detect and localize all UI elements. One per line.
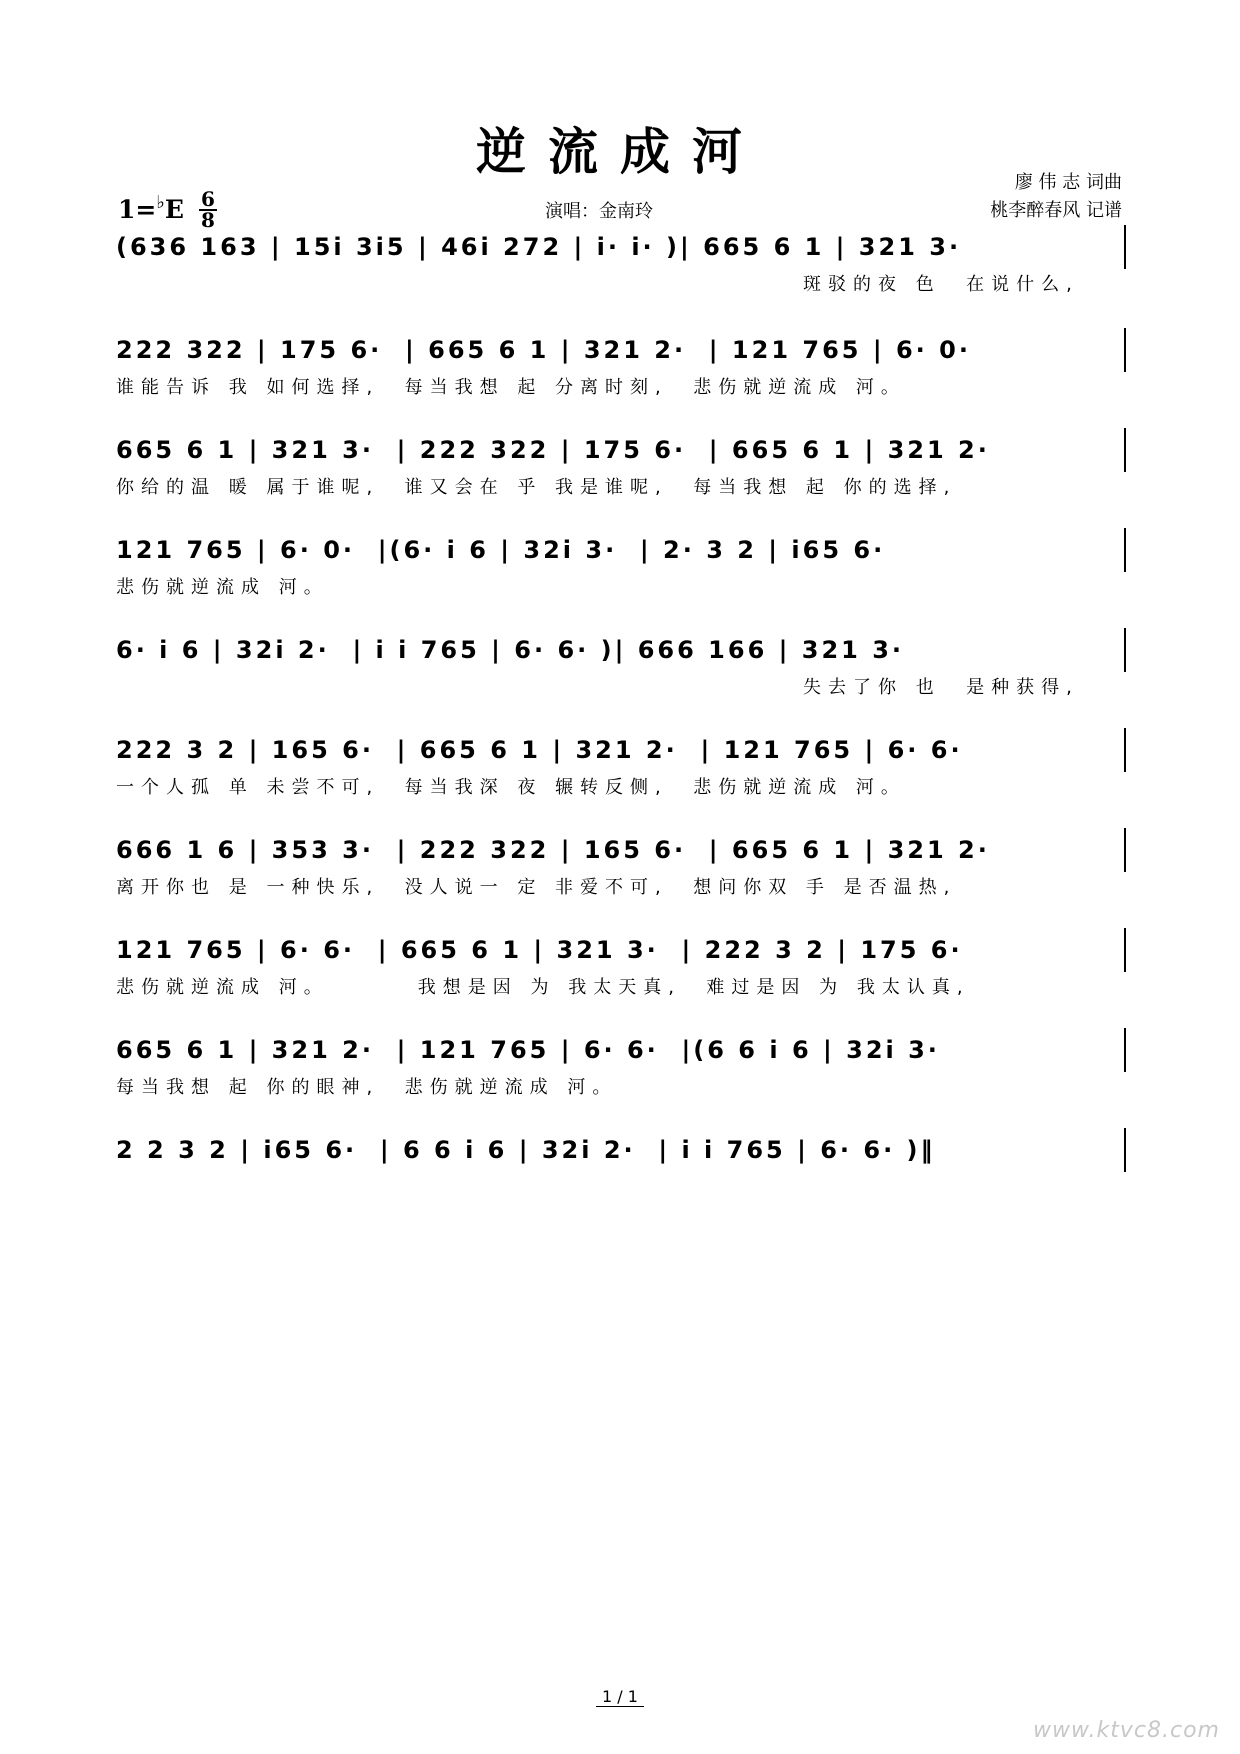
time-signature-denominator: 8 — [201, 208, 215, 232]
notation-line: (636 163 | 15i 3i5 | 46i 272 | i· i· )| 665 6 1 | 321 3· — [116, 225, 1126, 269]
notation-line: 222 322 | 175 6· | 665 6 1 | 321 2· | 121 765 | 6· 0· — [116, 328, 1126, 372]
notation-line: 121 765 | 6· 6· | 665 6 1 | 321 3· | 222 3 2 | 175 6· — [116, 928, 1126, 972]
notation-line: 222 3 2 | 165 6· | 665 6 1 | 321 2· | 121 765 | 6· 6· — [116, 728, 1126, 772]
singer-credit: 演唱：金南玲 — [545, 201, 653, 222]
key-signature — [118, 192, 184, 224]
page-number-text: 1 / 1 — [596, 1687, 644, 1707]
lyrics-line: 离开你也 是 一种快乐, 没人说一 定 非爱不可, 想问你双 手 是否温热, — [116, 877, 957, 898]
time-signature — [198, 187, 218, 232]
lyricist-composer-credit: 廖 伟 志 词曲 — [1014, 172, 1122, 193]
lyrics-line: 悲伤就逆流成 河。 我想是因 为 我太天真, 难过是因 为 我太认真, — [116, 977, 970, 998]
key-prefix: 1= — [118, 195, 157, 224]
song-title: 逆流成河 — [476, 122, 764, 181]
time-signature-numerator: 6 — [201, 187, 215, 211]
transcriber-credit: 桃李醉春风 记谱 — [990, 200, 1122, 221]
page-number — [0, 1687, 1240, 1706]
key-note: E — [164, 195, 184, 224]
notation-line: 665 6 1 | 321 2· | 121 765 | 6· 6· |(6 6 i 6 | 32i 3· — [116, 1028, 1126, 1072]
lyrics-line: 悲伤就逆流成 河。 — [116, 577, 329, 598]
notation-line: 666 1 6 | 353 3· | 222 322 | 165 6· | 665 6 1 | 321 2· — [116, 828, 1126, 872]
lyrics-line: 谁能告诉 我 如何选择, 每当我想 起 分离时刻, 悲伤就逆流成 河。 — [116, 377, 906, 398]
notation-line: 2 2 3 2 | i65 6· | 6 6 i 6 | 32i 2· | i i 765 | 6· 6· )‖ — [116, 1128, 1126, 1172]
watermark: www.ktvc8.com — [1032, 1718, 1220, 1743]
lyrics-line: 你给的温 暖 属于谁呢, 谁又会在 乎 我是谁呢, 每当我想 起 你的选择, — [116, 477, 957, 498]
lyrics-line: 斑驳的夜 色 在说什么, — [116, 274, 1079, 295]
notation-line: 6· i 6 | 32i 2· | i i 765 | 6· 6· )| 666 166 | 321 3· — [116, 628, 1126, 672]
lyrics-line: 失去了你 也 是种获得, — [116, 677, 1079, 698]
lyrics-line: 一个人孤 单 未尝不可, 每当我深 夜 辗转反侧, 悲伤就逆流成 河。 — [116, 777, 906, 798]
flat-icon: ♭ — [156, 192, 165, 213]
notation-line: 121 765 | 6· 0· |(6· i 6 | 32i 3· | 2· 3 2 | i65 6· — [116, 528, 1126, 572]
lyrics-line: 每当我想 起 你的眼神, 悲伤就逆流成 河。 — [116, 1077, 618, 1098]
notation-line: 665 6 1 | 321 3· | 222 322 | 175 6· | 665 6 1 | 321 2· — [116, 428, 1126, 472]
